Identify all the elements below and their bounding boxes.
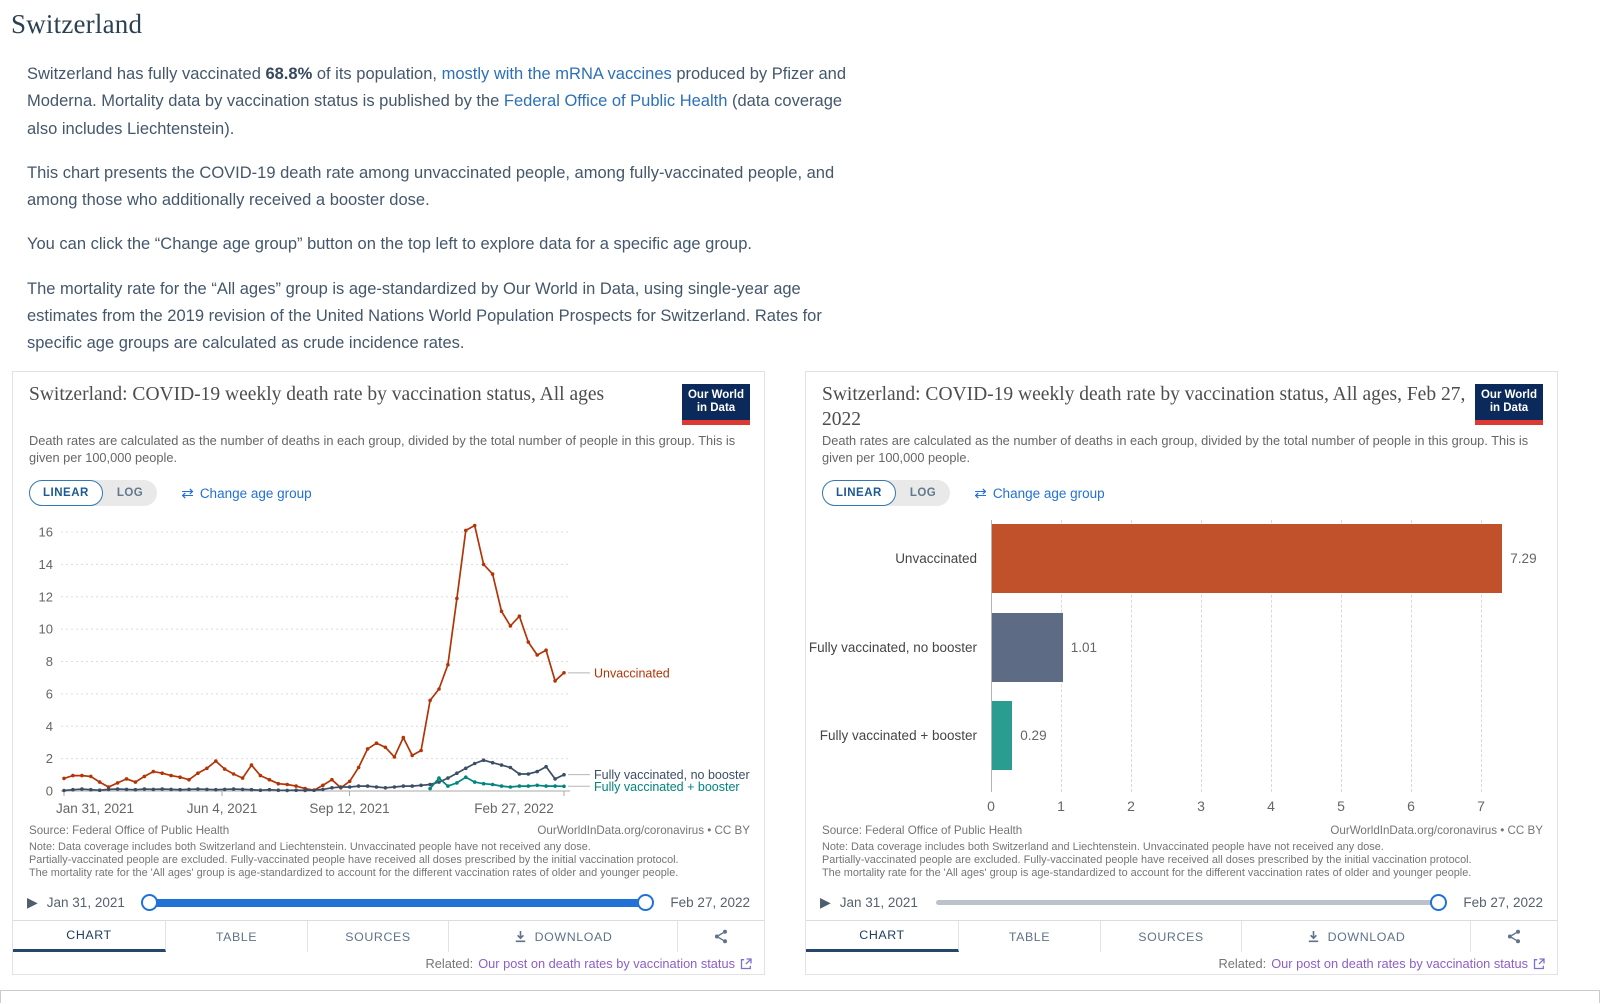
download-icon — [514, 930, 527, 943]
data-point — [232, 772, 236, 776]
data-point — [527, 772, 531, 776]
data-point — [366, 784, 370, 788]
intro-text: You can click the “Change age group” button on the top left to explore data for a specific age group. — [27, 235, 752, 254]
data-point — [464, 775, 468, 779]
chart-footer-notes: Note: Data coverage includes both Switzerland and Liechtenstein. Unvaccinated people have not received any dose. Partially-vaccinated people are excluded. Fully-vaccinated people have received all doses prescribed by the initial vaccination protocol. The mortality rate for the 'All ages' group is age-standardized to account for the different vaccination rates of older and younger people. — [822, 841, 1472, 880]
data-point — [187, 788, 191, 792]
scale-toggle — [822, 480, 950, 506]
data-point — [428, 699, 432, 703]
bar-fully-vaccinated-no-booster[interactable] — [992, 613, 1063, 682]
intro-text: 68.8% — [265, 65, 313, 83]
data-point — [553, 777, 557, 781]
data-point — [312, 788, 316, 792]
change-age-group-button[interactable]: ⇄ Change age group — [974, 484, 1105, 502]
tab-download[interactable] — [449, 921, 678, 952]
tab-label: CHART — [859, 928, 905, 942]
data-point — [437, 687, 441, 691]
data-point — [527, 640, 531, 644]
tab-label: CHART — [66, 928, 112, 942]
data-point — [62, 789, 66, 793]
tab-label: DOWNLOAD — [1327, 929, 1406, 944]
data-point — [214, 788, 218, 792]
data-point — [330, 778, 334, 782]
owid-logo-text: in Data — [696, 402, 736, 414]
tab-table[interactable] — [959, 921, 1101, 952]
data-point — [143, 775, 147, 779]
data-point — [241, 776, 245, 780]
data-point — [259, 774, 263, 778]
data-point — [152, 770, 156, 774]
related-label: Related: — [425, 956, 474, 971]
x-tick-label: Jun 4, 2021 — [186, 801, 258, 816]
data-point — [250, 763, 254, 767]
intro-text: The mortality rate for the “All ages” group is age-standardized by Our World in Data, using single-year age estimates from the 2019 revision of the United Nations World Population Prospects for Switzerland. Rates for specific age groups are calculated as crude incidence rates. — [27, 279, 822, 353]
data-point — [205, 788, 209, 792]
slider-handle-start[interactable] — [141, 894, 158, 911]
data-point — [535, 784, 539, 788]
data-point — [544, 648, 548, 652]
data-point — [241, 788, 245, 792]
data-point — [518, 614, 522, 618]
data-point — [125, 788, 129, 792]
data-point — [116, 787, 120, 791]
bar-value-label: 1.01 — [1070, 640, 1097, 655]
data-point — [134, 788, 138, 792]
intro-paragraph — [27, 231, 857, 258]
timeline-end-date: Feb 27, 2022 — [670, 894, 750, 910]
data-point — [214, 759, 218, 763]
slider-handle-end[interactable] — [637, 894, 654, 911]
data-point — [553, 784, 557, 788]
intro-link[interactable]: mostly with the mRNA vaccines — [441, 65, 672, 83]
tab-bar — [13, 920, 764, 952]
page-title: Switzerland — [11, 9, 143, 39]
play-button[interactable]: ▶ — [27, 893, 38, 910]
bar-category-label: Fully vaccinated + booster — [819, 728, 977, 743]
timeline-slider[interactable] — [143, 894, 653, 911]
data-point — [375, 785, 379, 789]
data-point — [491, 572, 495, 576]
intro-text: Switzerland has fully vaccinated — [27, 65, 266, 83]
data-point — [178, 788, 182, 792]
data-point — [562, 773, 566, 777]
data-point — [160, 787, 164, 791]
data-point — [71, 788, 75, 792]
data-point — [223, 767, 227, 771]
data-point — [473, 780, 477, 784]
tab-label: SOURCES — [345, 929, 411, 944]
chart-controls — [29, 479, 312, 507]
y-tick-label: 0 — [45, 783, 53, 799]
change-age-group-button[interactable]: ⇄ Change age group — [181, 484, 312, 502]
line-chart-panel — [12, 371, 765, 975]
data-point — [473, 762, 477, 766]
x-tick-label: Feb 27, 2022 — [474, 801, 554, 816]
data-point — [357, 784, 361, 788]
data-point — [446, 784, 450, 788]
legend-label: Fully vaccinated + booster — [594, 779, 740, 794]
tab-chart[interactable] — [13, 921, 166, 952]
chart-title: Switzerland: COVID-19 weekly death rate by vaccination status, All ages — [29, 384, 605, 405]
intro-paragraph — [27, 276, 857, 358]
y-tick-label: 10 — [38, 621, 53, 637]
bar-x-tick-label: 6 — [1407, 798, 1415, 814]
share-button[interactable] — [1471, 921, 1557, 952]
intro-text: of its population, — [312, 65, 442, 83]
swap-arrows-icon: ⇄ — [974, 484, 987, 502]
data-point — [303, 787, 307, 791]
y-tick-label: 14 — [38, 556, 53, 572]
tab-sources[interactable] — [1101, 921, 1242, 952]
y-tick-label: 2 — [45, 751, 53, 767]
data-point — [482, 782, 486, 786]
data-point — [107, 788, 111, 792]
share-button[interactable] — [678, 921, 764, 952]
data-point — [509, 785, 513, 789]
timeline-slider[interactable] — [936, 894, 1446, 911]
data-point — [98, 780, 102, 784]
intro-paragraph — [27, 160, 857, 215]
external-link-icon — [740, 958, 752, 970]
bar-chart-panel — [805, 371, 1558, 975]
data-point — [178, 775, 182, 779]
data-point — [393, 755, 397, 759]
attribution-text: OurWorldInData.org/coronavirus • CC BY — [1330, 824, 1543, 837]
data-point — [464, 529, 468, 533]
data-point — [348, 780, 352, 784]
intro-paragraph — [27, 61, 857, 143]
chart-controls — [822, 479, 1105, 507]
bar-value-label: 0.29 — [1020, 728, 1047, 743]
owid-logo-text: Our World — [1480, 389, 1537, 401]
source-text: Source: Federal Office of Public Health — [822, 824, 1023, 837]
intro-text-block — [27, 61, 857, 375]
tab-table[interactable] — [166, 921, 308, 952]
data-point — [312, 788, 316, 792]
external-link-icon — [1533, 958, 1545, 970]
attribution-text: OurWorldInData.org/coronavirus • CC BY — [537, 824, 750, 837]
bar-x-tick-label: 2 — [1127, 798, 1135, 814]
chart-subtitle: Death rates are calculated as the number of deaths in each group, divided by the total number of people in this group. This is given per 100,000 people. — [29, 433, 736, 465]
data-point — [428, 787, 432, 791]
data-point — [294, 784, 298, 788]
slider-handle-end[interactable] — [1430, 894, 1447, 911]
data-point — [321, 788, 325, 792]
data-point — [473, 524, 477, 528]
data-point — [348, 785, 352, 789]
data-point — [107, 785, 111, 789]
data-point — [285, 789, 289, 793]
data-point — [169, 788, 173, 792]
data-point — [143, 787, 147, 791]
data-point — [562, 785, 566, 789]
data-point — [277, 782, 281, 786]
tab-download[interactable] — [1242, 921, 1471, 952]
data-point — [259, 788, 263, 792]
data-point — [509, 766, 513, 770]
intro-text: (data coverage also includes Liechtenstein). — [27, 92, 843, 138]
data-point — [464, 767, 468, 771]
log-button[interactable]: LOG — [103, 480, 157, 506]
data-point — [527, 784, 531, 788]
data-point — [339, 785, 343, 789]
bar-x-tick-label: 5 — [1337, 798, 1345, 814]
data-point — [196, 787, 200, 791]
data-point — [553, 679, 557, 683]
timeline-start-date: Jan 31, 2021 — [839, 894, 918, 910]
data-point — [410, 754, 414, 758]
data-point — [223, 788, 227, 792]
data-point — [384, 746, 388, 750]
bar-axis-labels — [987, 798, 1515, 814]
related-label: Related: — [1218, 956, 1267, 971]
tab-chart[interactable] — [806, 921, 959, 952]
owid-logo — [682, 384, 750, 425]
timeline — [27, 889, 750, 915]
data-point — [160, 771, 164, 775]
x-tick-label: Jan 31, 2021 — [55, 801, 135, 816]
intro-text: This chart presents the COVID-19 death rate among unvaccinated people, among fully-vaccinated people, and among those who additionally received a booster dose. — [27, 163, 835, 210]
slider-track[interactable] — [936, 900, 1446, 905]
bar-x-tick-label: 4 — [1267, 798, 1275, 814]
data-point — [277, 788, 281, 792]
y-tick-label: 6 — [45, 686, 53, 702]
log-button[interactable]: LOG — [896, 480, 950, 506]
tab-bar — [806, 920, 1557, 952]
data-point — [509, 624, 513, 628]
chart-subtitle: Death rates are calculated as the number of deaths in each group, divided by the total number of people in this group. This is given per 100,000 people. — [822, 433, 1529, 465]
data-point — [62, 777, 66, 781]
tab-label: DOWNLOAD — [534, 929, 613, 944]
data-point — [384, 786, 388, 790]
owid-logo — [1475, 384, 1543, 425]
data-point — [544, 784, 548, 788]
tabs — [13, 921, 678, 952]
data-point — [366, 747, 370, 751]
bar-category-label: Fully vaccinated, no booster — [808, 640, 977, 655]
data-point — [455, 597, 459, 601]
series-line-fully-vaccinated-booster — [430, 777, 564, 788]
data-point — [455, 771, 459, 775]
data-point — [187, 778, 191, 782]
bar-chart — [991, 520, 1537, 792]
bar-category-labels — [806, 520, 983, 792]
related-row — [1219, 956, 1545, 971]
intro-text: produced by Pfizer and Moderna. Mortality data by vaccination status is published by the — [27, 65, 847, 111]
data-point — [250, 788, 254, 792]
chart-footer-source — [29, 824, 750, 837]
source-text: Source: Federal Office of Public Health — [29, 824, 230, 837]
data-point — [205, 767, 209, 771]
data-point — [294, 788, 298, 792]
bar-x-tick-label: 7 — [1477, 798, 1485, 814]
linear-button[interactable]: LINEAR — [29, 480, 103, 506]
data-point — [500, 784, 504, 788]
data-point — [455, 781, 459, 785]
data-point — [491, 761, 495, 765]
data-point — [339, 786, 343, 790]
tab-label: SOURCES — [1138, 929, 1204, 944]
data-point — [125, 777, 129, 781]
data-point — [285, 783, 289, 787]
related-link[interactable]: Our post on death rates by vaccination status — [1271, 956, 1528, 971]
data-point — [152, 788, 156, 792]
y-tick-label: 12 — [38, 589, 53, 605]
bar-category-label: Unvaccinated — [895, 551, 977, 566]
data-point — [562, 671, 566, 675]
data-point — [419, 749, 423, 753]
scale-toggle — [29, 480, 157, 506]
legend-label: Unvaccinated — [594, 666, 670, 681]
owid-logo-text: in Data — [1489, 402, 1529, 414]
data-point — [482, 758, 486, 762]
data-point — [437, 780, 441, 784]
bar-unvaccinated[interactable] — [992, 524, 1502, 593]
chart-footer-source — [822, 824, 1543, 837]
data-point — [71, 774, 75, 778]
data-point — [428, 783, 432, 787]
data-point — [196, 771, 200, 775]
bar-x-tick-label: 0 — [987, 798, 995, 814]
data-point — [321, 784, 325, 788]
tab-label: TABLE — [1008, 929, 1051, 944]
data-point — [393, 785, 397, 789]
owid-logo-text: Our World — [687, 389, 744, 401]
slider-track[interactable] — [143, 899, 653, 907]
bar-x-tick-label: 3 — [1197, 798, 1205, 814]
data-point — [410, 784, 414, 788]
data-point — [98, 788, 102, 792]
data-point — [500, 610, 504, 614]
series-line-unvaccinated — [64, 526, 564, 791]
data-point — [535, 770, 539, 774]
y-tick-label: 16 — [38, 524, 53, 540]
bar-fully-vaccinated-booster[interactable] — [992, 701, 1012, 770]
data-point — [518, 772, 522, 776]
data-point — [402, 736, 406, 740]
tabs — [806, 921, 1471, 952]
data-point — [357, 766, 361, 770]
bar-value-label: 7.29 — [1510, 551, 1537, 566]
data-point — [544, 765, 548, 769]
data-point — [535, 653, 539, 657]
data-point — [375, 741, 379, 745]
chart-title: Switzerland: COVID-19 weekly death rate by vaccination status, All ages, Feb 27, 2022 — [822, 384, 1466, 430]
data-point — [491, 783, 495, 787]
legend-label: Fully vaccinated, no booster — [594, 768, 750, 783]
data-point — [330, 786, 334, 790]
timeline-end-date: Feb 27, 2022 — [1463, 894, 1543, 910]
swap-arrows-icon: ⇄ — [181, 484, 194, 502]
data-point — [89, 788, 93, 792]
data-point — [134, 780, 138, 784]
data-point — [446, 663, 450, 667]
linear-button[interactable]: LINEAR — [822, 480, 896, 506]
data-point — [446, 776, 450, 780]
y-tick-label: 4 — [45, 718, 53, 734]
share-icon — [1507, 929, 1521, 944]
share-icon — [714, 929, 728, 944]
data-point — [518, 784, 522, 788]
data-point — [303, 789, 307, 793]
data-point — [89, 775, 93, 779]
data-point — [268, 788, 272, 792]
data-point — [402, 784, 406, 788]
data-point — [482, 563, 486, 567]
series-line-fully-vaccinated-no-booster — [64, 760, 564, 790]
data-point — [232, 787, 236, 791]
chart-footer-notes: Note: Data coverage includes both Switzerland and Liechtenstein. Unvaccinated people have not received any dose. Partially-vaccinated people are excluded. Fully-vaccinated people have received all doses prescribed by the initial vaccination protocol. The mortality rate for the 'All ages' group is age-standardized to account for the different vaccination rates of older and younger people. — [29, 841, 679, 880]
related-link[interactable]: Our post on death rates by vaccination status — [478, 956, 735, 971]
data-point — [419, 784, 423, 788]
timeline-start-date: Jan 31, 2021 — [46, 894, 125, 910]
bar-x-tick-label: 1 — [1057, 798, 1065, 814]
data-point — [80, 774, 84, 778]
tab-sources[interactable] — [308, 921, 449, 952]
data-point — [169, 774, 173, 778]
data-point — [500, 763, 504, 767]
timeline — [820, 889, 1543, 915]
tab-label: TABLE — [215, 929, 258, 944]
next-section-border — [0, 990, 1600, 1003]
data-point — [80, 787, 84, 791]
data-point — [116, 781, 120, 785]
related-row — [426, 956, 752, 971]
intro-link[interactable]: Federal Office of Public Health — [503, 92, 728, 111]
play-button[interactable]: ▶ — [820, 893, 831, 910]
data-point — [268, 778, 272, 782]
y-tick-label: 8 — [45, 654, 53, 669]
download-icon — [1307, 930, 1320, 943]
data-point — [437, 776, 441, 780]
x-tick-label: Sep 12, 2021 — [309, 801, 390, 816]
